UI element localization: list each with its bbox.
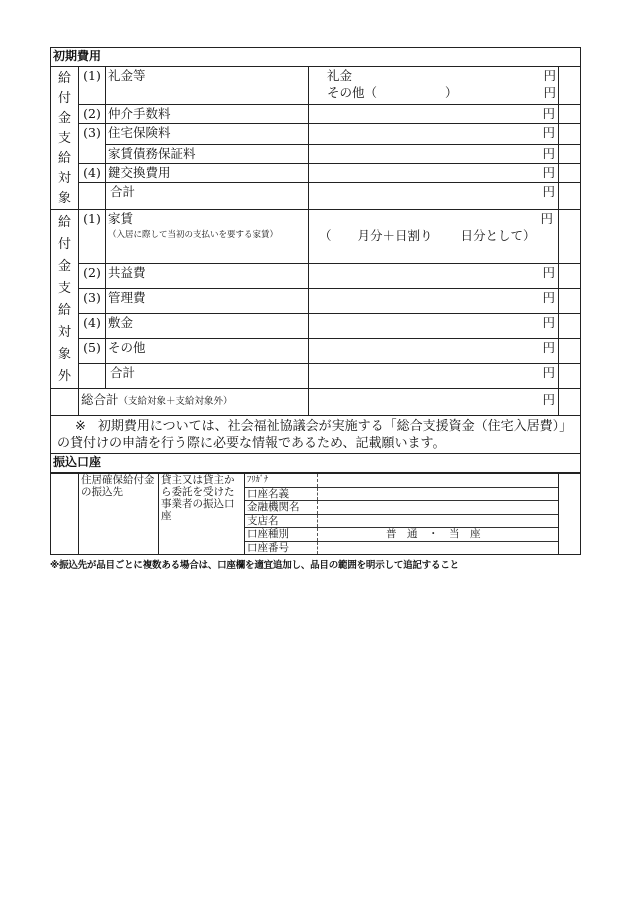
other-sub-label: その他（ ） — [327, 85, 458, 100]
item-number: (2) — [79, 105, 106, 124]
item-management: 管理費 — [106, 288, 309, 313]
item-common: 共益費 — [106, 263, 309, 288]
input-furigana[interactable] — [318, 474, 559, 487]
amount-guarantee[interactable]: 円 — [309, 145, 559, 164]
input-bank-name[interactable] — [318, 501, 559, 515]
item-number: (5) — [79, 338, 106, 363]
blank-cell — [559, 363, 581, 388]
amount-management[interactable]: 円 — [309, 288, 559, 313]
item-number: (4) — [79, 164, 106, 183]
blank-cell — [559, 183, 581, 210]
blank-cell — [559, 474, 581, 555]
subtotal-label: 合計 — [106, 183, 309, 210]
input-account-number[interactable] — [318, 541, 559, 554]
blank-cell — [559, 145, 581, 164]
field-label-branch: 支店名 — [245, 514, 318, 528]
yen-unit: 円 — [543, 68, 556, 83]
blank-cell — [51, 474, 79, 555]
amount-subtotal-2[interactable]: 円 — [309, 363, 559, 388]
blank-cell — [559, 67, 581, 105]
footnote: ※振込先が品目ごとに複数ある場合は、口座欄を適宜追加し、品目の範囲を明示して追記すること — [50, 560, 459, 571]
blank-cell — [51, 389, 79, 416]
initial-costs-table — [50, 47, 581, 473]
blank-cell — [79, 363, 106, 388]
item-insurance: 住宅保険料 — [106, 124, 309, 145]
amount-subtotal-1[interactable]: 円 — [309, 183, 559, 210]
amount-key-exchange[interactable]: 円 — [309, 164, 559, 183]
field-label-account-number: 口座番号 — [245, 541, 318, 554]
blank-cell — [559, 263, 581, 288]
grand-total-label: 総合計（支給対象＋支給対象外） — [79, 389, 309, 416]
bank-account-fields — [245, 474, 559, 555]
yen-unit: 円 — [540, 211, 553, 226]
amount-rent[interactable] — [309, 210, 559, 264]
section-title-initial-costs: 初期費用 — [51, 48, 581, 67]
amount-key-money[interactable] — [309, 67, 559, 105]
amount-deposit[interactable]: 円 — [309, 313, 559, 338]
input-account-type[interactable]: 普 通 ・ 当 座 — [318, 528, 559, 542]
item-guarantee: 家賃債務保証料 — [106, 145, 309, 164]
initial-costs-form — [50, 47, 580, 571]
item-number: (4) — [79, 313, 106, 338]
rent-calculation: （ 月分＋日割り 日分として） — [319, 228, 536, 243]
item-number: (1) — [79, 210, 106, 264]
item-other: その他 — [106, 338, 309, 363]
blank-cell — [559, 124, 581, 145]
bank-col-housing-benefit: 住居確保給付金の振込先 — [79, 474, 159, 555]
blank-cell — [559, 338, 581, 363]
blank-cell — [559, 389, 581, 416]
blank-cell — [559, 288, 581, 313]
item-number: (1) — [79, 67, 106, 105]
input-account-holder[interactable] — [318, 487, 559, 501]
input-branch[interactable] — [318, 514, 559, 528]
blank-cell — [559, 164, 581, 183]
yen-unit: 円 — [543, 85, 556, 100]
blank-cell — [559, 313, 581, 338]
item-deposit: 敷金 — [106, 313, 309, 338]
item-key-exchange: 鍵交換費用 — [106, 164, 309, 183]
blank-cell — [559, 210, 581, 264]
item-number: (3) — [79, 124, 106, 164]
blank-cell — [559, 105, 581, 124]
rent-note: （入居に際して当初の支払いを要する家賃） — [108, 230, 279, 240]
amount-grand-total[interactable]: 円 — [309, 389, 559, 416]
bank-account-table — [50, 473, 581, 555]
group-label-non-benefit-target: 給 付 金 支 給 対 象 外 — [51, 210, 79, 389]
amount-common[interactable]: 円 — [309, 263, 559, 288]
amount-other[interactable]: 円 — [309, 338, 559, 363]
item-number: (3) — [79, 288, 106, 313]
field-label-account-type: 口座種別 — [245, 528, 318, 542]
item-number: (2) — [79, 263, 106, 288]
initial-costs-note: ※ 初期費用については、社会福祉協議会が実施する「総合支援資金（住宅入居費）」の貸付けの申請を行う際に必要な情報であるため、記載願います。 — [51, 416, 581, 454]
bank-col-landlord-account: 貸主又は貸主から委託を受けた事業者の振込口座 — [159, 474, 245, 555]
section-title-bank-account: 振込口座 — [51, 454, 581, 473]
amount-brokerage[interactable]: 円 — [309, 105, 559, 124]
item-key-money: 礼金等 — [106, 67, 309, 105]
field-label-account-holder: 口座名義 — [245, 487, 318, 501]
item-brokerage: 仲介手数料 — [106, 105, 309, 124]
blank-cell — [79, 183, 106, 210]
amount-insurance[interactable]: 円 — [309, 124, 559, 145]
field-label-bank-name: 金融機関名 — [245, 501, 318, 515]
group-label-benefit-target: 給 付 金 支 給 対 象 — [51, 67, 79, 210]
field-label-furigana: ﾌﾘｶﾞﾅ — [245, 474, 318, 487]
item-rent: 家賃 （入居に際して当初の支払いを要する家賃） — [106, 210, 309, 264]
key-money-sub-label: 礼金 — [327, 68, 353, 83]
subtotal-label: 合計 — [106, 363, 309, 388]
